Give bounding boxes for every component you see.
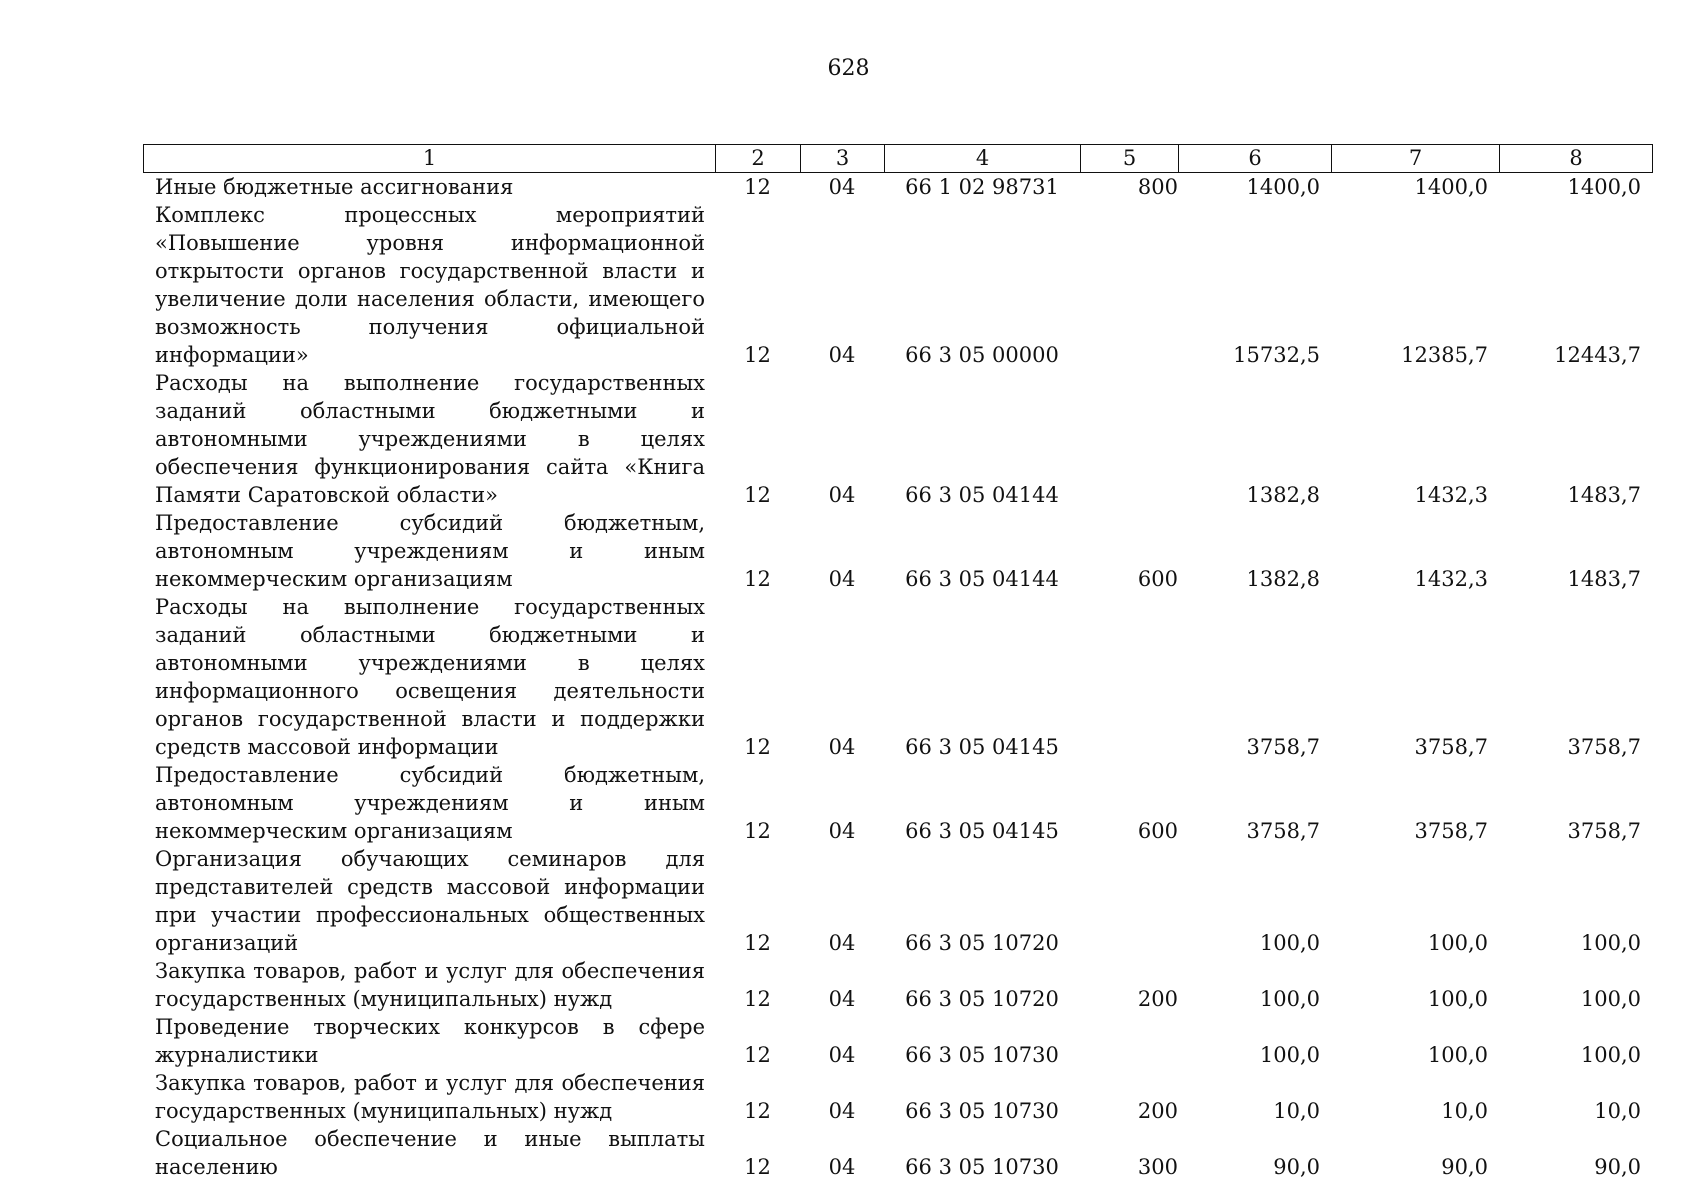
- row-amount-col6: 1382,8: [1246, 483, 1320, 507]
- row-amount-col7: 100,0: [1427, 987, 1488, 1011]
- row-amount-col7: 10,0: [1441, 1099, 1488, 1123]
- row-amount-col7: 3758,7: [1414, 735, 1488, 759]
- row-amount-col7: 3758,7: [1414, 819, 1488, 843]
- table-row: [143, 845, 1652, 957]
- row-target-article: 66 3 05 04145: [905, 735, 1059, 759]
- row-target-article: 66 3 05 10730: [905, 1043, 1059, 1067]
- row-amount-col8: 1483,7: [1567, 483, 1641, 507]
- row-amount-col7: 1400,0: [1414, 175, 1488, 199]
- row-subsection: 04: [828, 343, 856, 367]
- row-description: Комплекс процессных мероприятий «Повышение уровня информационной открытости органов государственной власти и увеличение доли населения области, имеющего возможность получения официальной информации»: [155, 203, 705, 367]
- column-header-5: 5: [1081, 145, 1179, 173]
- row-description: Организация обучающих семинаров для представителей средств массовой информации при участии профессиональных общественных организаций: [155, 847, 705, 955]
- budget-table-body: [143, 173, 1652, 1181]
- row-amount-col8: 3758,7: [1567, 819, 1641, 843]
- table-row: [143, 957, 1652, 1013]
- row-amount-col6: 15732,5: [1233, 343, 1320, 367]
- row-subsection: 04: [828, 483, 856, 507]
- row-section: 12: [744, 175, 771, 199]
- row-expense-type: 200: [1137, 987, 1178, 1011]
- row-amount-col6: 10,0: [1273, 1099, 1320, 1123]
- row-section: 12: [744, 567, 771, 591]
- row-amount-col6: 3758,7: [1246, 735, 1320, 759]
- table-header: [143, 144, 1653, 173]
- row-amount-col6: 100,0: [1259, 987, 1320, 1011]
- row-amount-col7: 100,0: [1427, 931, 1488, 955]
- column-header-4: 4: [885, 145, 1081, 173]
- row-amount-col8: 1483,7: [1567, 567, 1641, 591]
- row-subsection: 04: [828, 1099, 856, 1123]
- row-amount-col8: 3758,7: [1567, 735, 1641, 759]
- row-expense-type: 600: [1137, 567, 1178, 591]
- row-amount-col8: 90,0: [1594, 1155, 1641, 1179]
- row-description: Расходы на выполнение государственных заданий областными бюджетными и автономными учреждениями в целях информационного освещения деятельности органов государственной власти и поддержки средств массовой информации: [155, 595, 705, 759]
- row-subsection: 04: [828, 1155, 856, 1179]
- row-section: 12: [744, 987, 771, 1011]
- row-description: Закупка товаров, работ и услуг для обеспечения государственных (муниципальных) нужд: [155, 1071, 705, 1123]
- row-section: 12: [744, 931, 771, 955]
- row-description: Социальное обеспечение и иные выплаты населению: [155, 1127, 705, 1179]
- row-expense-type: [1080, 845, 1178, 957]
- row-amount-col7: 12385,7: [1401, 343, 1488, 367]
- row-target-article: 66 3 05 04145: [905, 819, 1059, 843]
- table-row: [143, 509, 1652, 593]
- row-target-article: 66 1 02 98731: [905, 175, 1059, 199]
- row-subsection: 04: [828, 931, 856, 955]
- row-target-article: 66 3 05 10720: [905, 987, 1059, 1011]
- table-row: [143, 761, 1652, 845]
- row-subsection: 04: [828, 735, 856, 759]
- row-target-article: 66 3 05 10730: [905, 1099, 1059, 1123]
- column-header-8: 8: [1500, 145, 1653, 173]
- table-row: [143, 201, 1652, 369]
- row-description: Предоставление субсидий бюджетным, автономным учреждениям и иным некоммерческим организациям: [155, 763, 705, 843]
- row-section: 12: [744, 343, 771, 367]
- row-section: 12: [744, 735, 771, 759]
- row-expense-type: 200: [1137, 1099, 1178, 1123]
- row-amount-col7: 90,0: [1441, 1155, 1488, 1179]
- table-row: [143, 1125, 1652, 1181]
- row-amount-col7: 1432,3: [1414, 483, 1488, 507]
- row-amount-col8: 12443,7: [1554, 343, 1641, 367]
- row-amount-col8: 1400,0: [1567, 175, 1641, 199]
- row-subsection: 04: [828, 819, 856, 843]
- table-row: [143, 1069, 1652, 1125]
- row-description: Иные бюджетные ассигнования: [155, 175, 514, 199]
- table-row: [143, 173, 1652, 201]
- row-subsection: 04: [828, 987, 856, 1011]
- row-amount-col6: 3758,7: [1246, 819, 1320, 843]
- row-section: 12: [744, 1043, 771, 1067]
- row-expense-type: 600: [1137, 819, 1178, 843]
- row-subsection: 04: [828, 1043, 856, 1067]
- row-amount-col7: 1432,3: [1414, 567, 1488, 591]
- table-rows: [143, 173, 1652, 1181]
- column-header-6: 6: [1179, 145, 1332, 173]
- row-subsection: 04: [828, 175, 856, 199]
- row-amount-col6: 1400,0: [1246, 175, 1320, 199]
- row-expense-type: 800: [1137, 175, 1178, 199]
- row-description: Проведение творческих конкурсов в сфере журналистики: [155, 1015, 705, 1067]
- row-section: 12: [744, 1155, 771, 1179]
- row-section: 12: [744, 483, 771, 507]
- row-description: Предоставление субсидий бюджетным, автономным учреждениям и иным некоммерческим организациям: [155, 511, 705, 591]
- row-amount-col6: 1382,8: [1246, 567, 1320, 591]
- column-header-1: 1: [144, 145, 716, 173]
- row-amount-col8: 10,0: [1594, 1099, 1641, 1123]
- row-target-article: 66 3 05 04144: [905, 483, 1059, 507]
- column-header-2: 2: [716, 145, 801, 173]
- row-amount-col6: 100,0: [1259, 931, 1320, 955]
- row-target-article: 66 3 05 00000: [905, 343, 1059, 367]
- row-target-article: 66 3 05 10720: [905, 931, 1059, 955]
- row-section: 12: [744, 819, 771, 843]
- page-number: 628: [827, 56, 870, 81]
- column-header-7: 7: [1332, 145, 1500, 173]
- table-row: [143, 593, 1652, 761]
- row-expense-type: [1080, 369, 1178, 509]
- row-subsection: 04: [828, 567, 856, 591]
- table-row: [143, 369, 1652, 509]
- row-description: Закупка товаров, работ и услуг для обеспечения государственных (муниципальных) нужд: [155, 959, 705, 1011]
- row-section: 12: [744, 1099, 771, 1123]
- row-target-article: 66 3 05 04144: [905, 567, 1059, 591]
- header-row: [144, 145, 1653, 173]
- row-amount-col8: 100,0: [1580, 987, 1641, 1011]
- row-expense-type: [1080, 201, 1178, 369]
- row-target-article: 66 3 05 10730: [905, 1155, 1059, 1179]
- column-header-3: 3: [801, 145, 885, 173]
- row-amount-col8: 100,0: [1580, 931, 1641, 955]
- table-row: [143, 1013, 1652, 1069]
- row-description: Расходы на выполнение государственных заданий областными бюджетными и автономными учреждениями в целях обеспечения функционирования сайта «Книга Памяти Саратовской области»: [155, 371, 705, 507]
- row-expense-type: [1080, 593, 1178, 761]
- row-amount-col7: 100,0: [1427, 1043, 1488, 1067]
- row-amount-col6: 90,0: [1273, 1155, 1320, 1179]
- row-expense-type: [1080, 1013, 1178, 1069]
- row-amount-col6: 100,0: [1259, 1043, 1320, 1067]
- row-expense-type: 300: [1137, 1155, 1178, 1179]
- row-amount-col8: 100,0: [1580, 1043, 1641, 1067]
